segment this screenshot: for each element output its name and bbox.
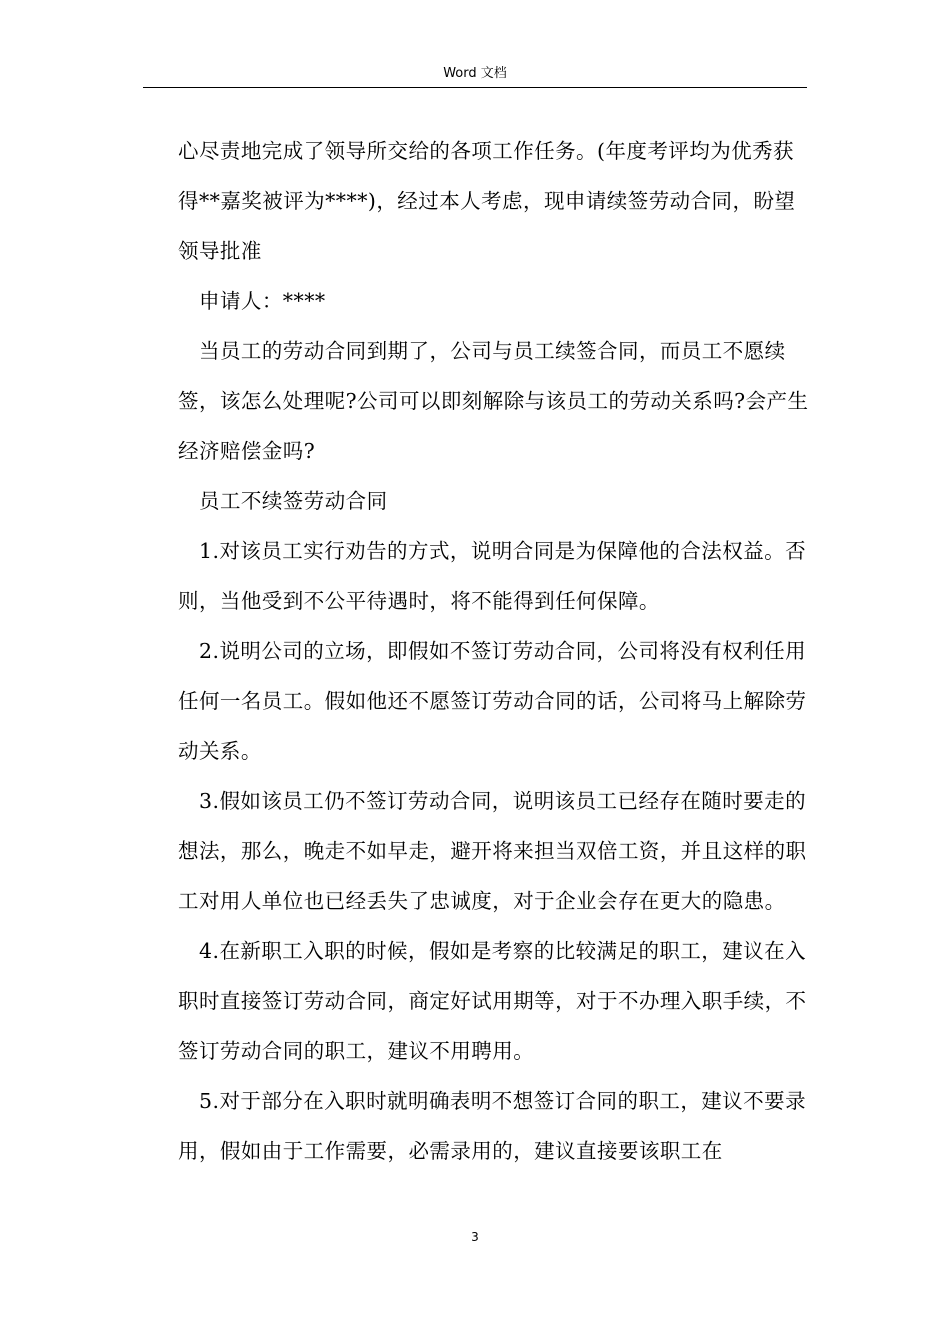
list-item-1: 1.对该员工实行劝告的方式，说明合同是为保障他的合法权益。否则，当他受到不公平待遇时，将不能得到任何保障。 xyxy=(178,539,807,613)
paragraph-1: 心尽责地完成了领导所交给的各项工作任务。(年度考评均为优秀获得**嘉奖被评为****)，经过本人考虑，现申请续签劳动合同，盼望领导批准 xyxy=(178,139,796,263)
list-item-5: 5.对于部分在入职时就明确表明不想签订合同的职工，建议不要录用，假如由于工作需要，必需录用的，建议直接要该职工在 xyxy=(178,1089,807,1163)
page-number: 3 xyxy=(471,1230,479,1244)
paragraph-applicant: 申请人：**** xyxy=(199,289,326,313)
paragraph-3: 当员工的劳动合同到期了，公司与员工续签合同，而员工不愿续签，该怎么处理呢?公司可以即刻解除与该员工的劳动关系吗?会产生经济赔偿金吗? xyxy=(178,339,809,463)
section-heading: 员工不续签劳动合同 xyxy=(199,489,388,513)
header-divider xyxy=(143,87,807,88)
list-item-2: 2.说明公司的立场，即假如不签订劳动合同，公司将没有权利任用任何一名员工。假如他还不愿签订劳动合同的话，公司将马上解除劳动关系。 xyxy=(178,639,807,763)
document-body xyxy=(178,126,810,1176)
list-item-4: 4.在新职工入职的时候，假如是考察的比较满足的职工，建议在入职时直接签订劳动合同，商定好试用期等，对于不办理入职手续，不签订劳动合同的职工，建议不用聘用。 xyxy=(178,939,807,1063)
page-header: Word 文档 xyxy=(443,66,507,81)
list-item-3: 3.假如该员工仍不签订劳动合同，说明该员工已经存在随时要走的想法，那么，晚走不如早走，避开将来担当双倍工资，并且这样的职工对用人单位也已经丢失了忠诚度，对于企业会存在更大的隐患。 xyxy=(178,789,807,913)
